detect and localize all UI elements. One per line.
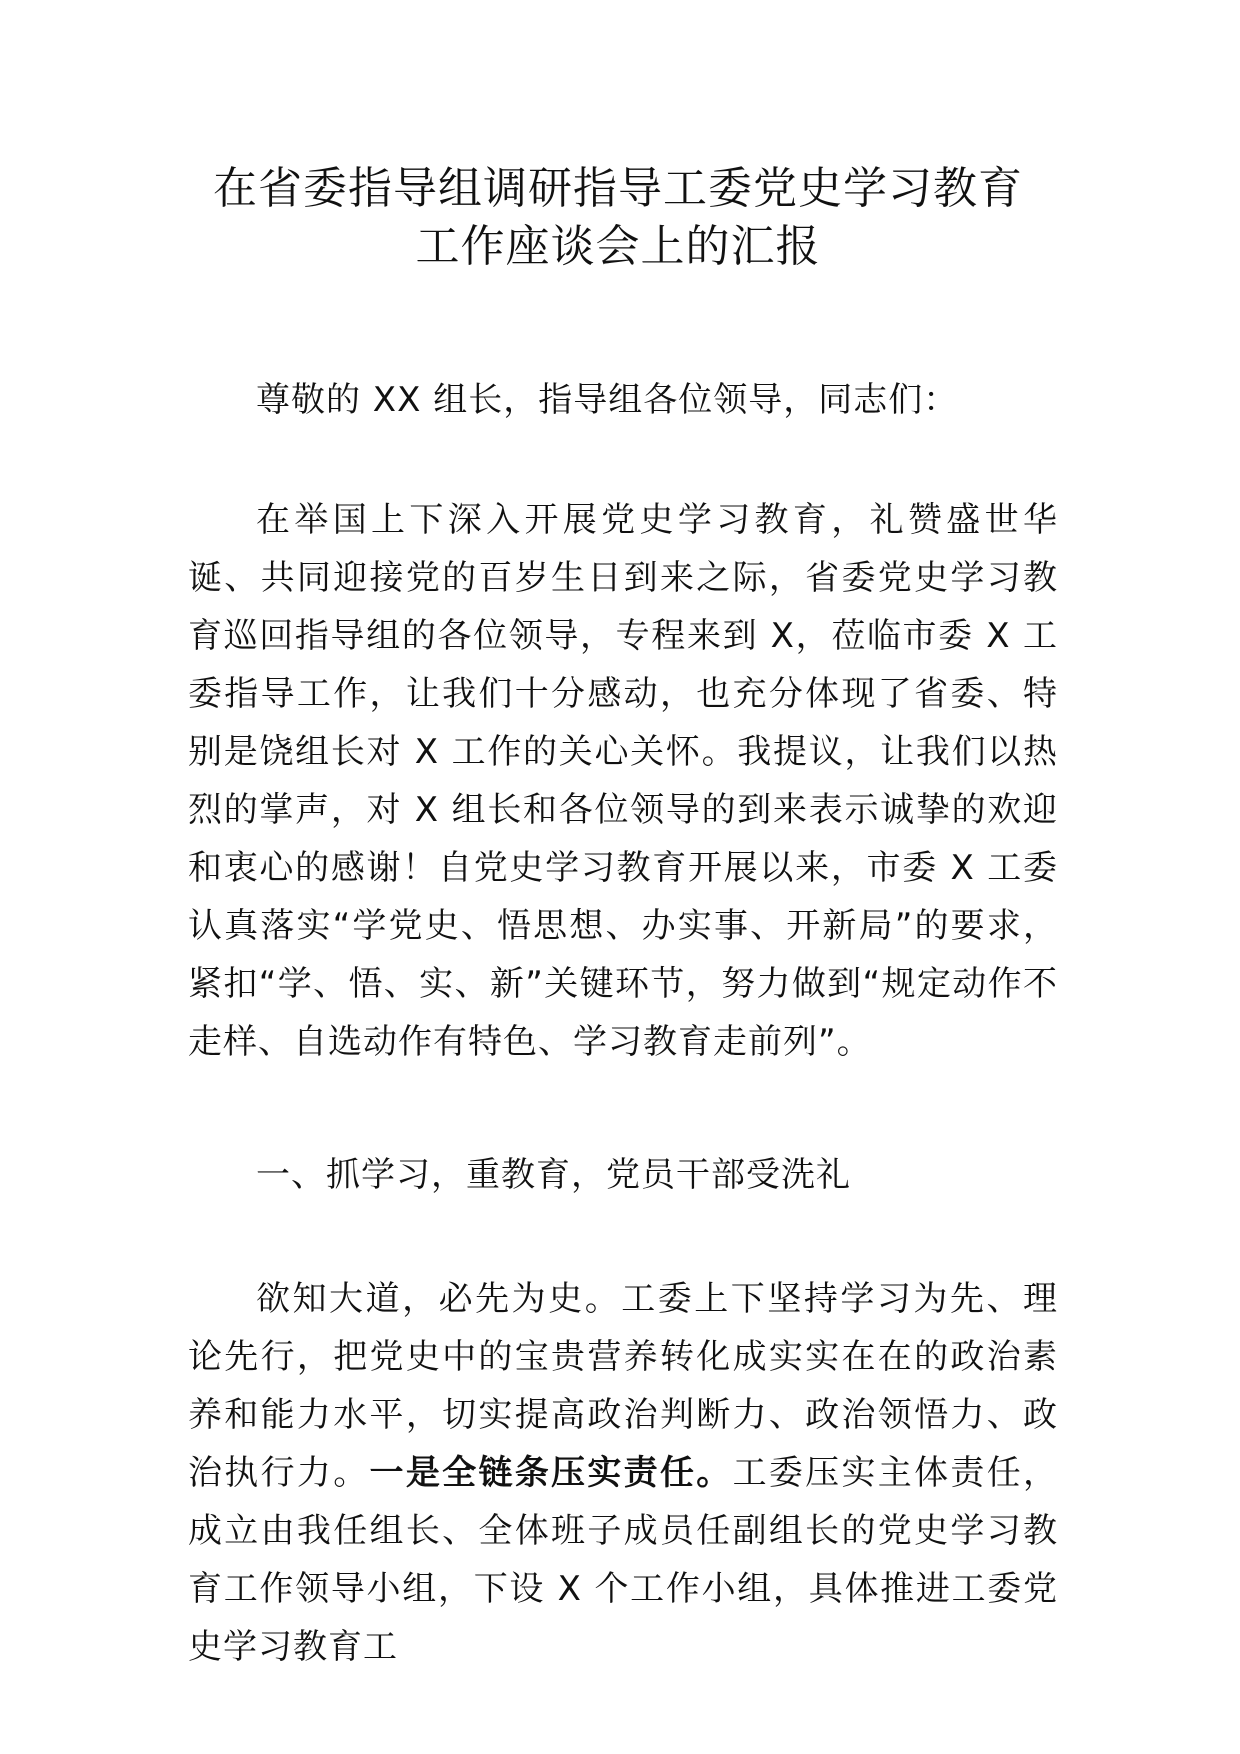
section-heading-1: 一、抓学习，重教育，党员干部受洗礼 — [256, 1155, 851, 1195]
title-line-2: 工作座谈会上的汇报 — [415, 221, 821, 272]
paragraph-text-1: 欲知大道，必先为史。工委上下坚持学习为先、理论先行，把党史中的宝贵营养转化成实实在在的政治素养和能力水平，切实提高政治判断力、政治领悟力、政治执行力。 — [188, 1279, 1058, 1493]
title-line-1: 在省委指导组调研指导工委党史学习教育 — [213, 163, 1023, 214]
document-page — [188, 160, 1058, 1676]
bold-point-1: 一是全链条压实责任。 — [369, 1453, 733, 1493]
salutation: 尊敬的 XX 组长，指导组各位领导，同志们： — [256, 380, 959, 420]
paragraph-text-2: 工委压实主体责任，成立由我任组长、全体班子成员任副组长的党史学习教育工作领导小组，下设 X 个工作小组，具体推进工委党史学习教育工 — [188, 1453, 1059, 1667]
document-title — [178, 160, 1058, 276]
section-1-paragraph — [188, 1270, 1058, 1676]
opening-paragraph: 在举国上下深入开展党史学习教育，礼赞盛世华诞、共同迎接党的百岁生日到来之际，省委党史学习教育巡回指导组的各位领导，专程来到 X，莅临市委 X 工委指导工作，让我们十分感动，也充分体现了省委、特别是饶组长对 X 工作的关心关怀。我提议，让我们以热烈的掌声，对 X 组长和各位领导的到来表示诚挚的欢迎和衷心的感谢！自党史学习教育开展以来，市委 X 工委认真落实“学党史、悟思想、办实事、开新局”的要求，紧扣“学、悟、实、新”关键环节，努力做到“规定动作不走样、自选动作有特色、学习教育走前列”。 — [188, 500, 1058, 1062]
